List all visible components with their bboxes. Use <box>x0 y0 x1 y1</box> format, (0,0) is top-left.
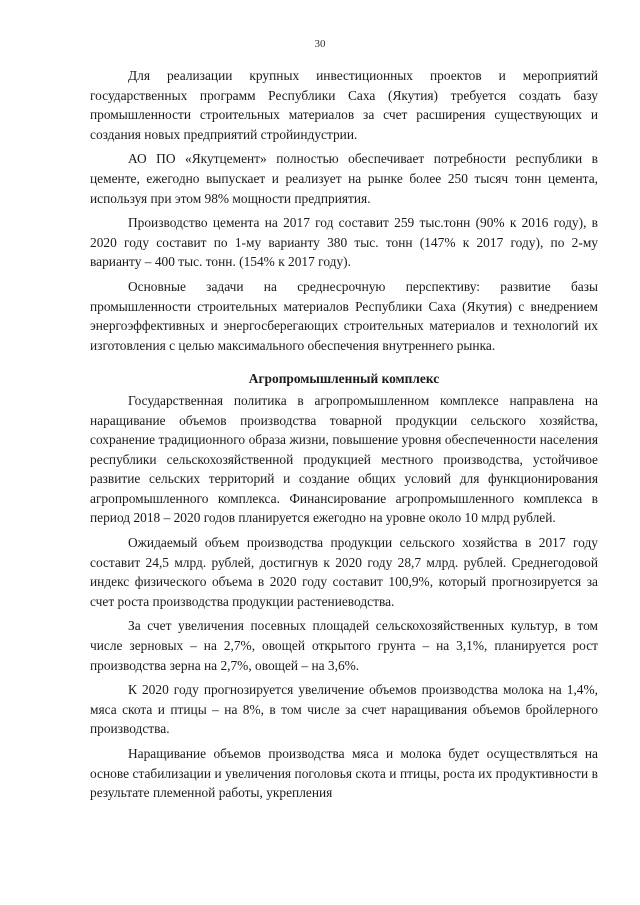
paragraph-midterm-tasks: Основные задачи на среднесрочную перспективу: развитие базы промышленности строительных материалов Республики Саха (Якутия) с внедрением энергоэффективных и энергосберегающих строительных материалов и технологий их изготовления с целью максимального обеспечения внутреннего рынка. <box>90 278 598 353</box>
paragraph-state-policy: Государственная политика в агропромышленном комплексе направлена на наращивание объемов производства товарной продукции сельского хозяйства, сохранение традиционного образа жизни, повышение уровня обеспеченности населения республики сельскохозяйственной продукцией местного производства, устойчивое развитие сельских территорий и создание общих условий для функционирования агропромышленного комплекса. Финансирование агропромышленного комплекса в период 2018 – 2020 годов планируется ежегодно на уровне около 10 млрд рублей. <box>90 392 598 526</box>
paragraph-construction-materials: Для реализации крупных инвестиционных проектов и мероприятий государственных программ Республики Саха (Якутия) требуется создать базу промышленности строительных материалов за счет расширения существующих и создания новых предприятий стройиндустрии. <box>90 68 598 142</box>
paragraph-milk-meat-forecast: К 2020 году прогнозируется увеличение объемов производства молока на 1,4%, мяса скота и птицы – на 8%, в том числе за счет наращивания объемов бройлерного производства. <box>90 682 598 737</box>
paragraph-yakutcement: АО ПО «Якутцемент» полностью обеспечивает потребности республики в цементе, ежегодно выпускает и реализует на рынке более 250 тысяч тонн цемента, используя при этом 98% мощности предприятия. <box>90 151 598 206</box>
section-title-agro: Агропромышленный комплекс <box>248 371 440 387</box>
paragraph-cement-production: Производство цемента на 2017 год составит 259 тыс.тонн (90% к 2016 году), в 2020 году составит по 1-му варианту 380 тыс. тонн (147% к 2017 году), по 2-му варианту – 400 тыс. тонн. (154% к 2017 году). <box>90 215 598 270</box>
paragraph-sown-areas: За счет увеличения посевных площадей сельскохозяйственных культур, в том числе зерновых – на 2,7%, овощей открытого грунта – на 3,1%, планируется рост производства зерна на 2,7%, овощей – на 3,6%. <box>90 618 598 673</box>
paragraph-expected-volume: Ожидаемый объем производства продукции сельского хозяйства в 2017 году составит 24,5 млрд. рублей, достигнув к 2020 году 28,7 млрд. рублей. Среднегодовой индекс физического объема в 2020 году составит 100,9%, который прогнозируется за счет роста производства продукции растениеводства. <box>90 535 598 609</box>
page-number: 30 <box>314 38 326 50</box>
paragraph-livestock-growth: Наращивание объемов производства мяса и молока будет осуществляться на основе стабилизации и увеличения поголовья скота и птицы, роста их продуктивности в результате племенной работы, укрепления <box>90 746 598 801</box>
document-body <box>90 66 598 807</box>
